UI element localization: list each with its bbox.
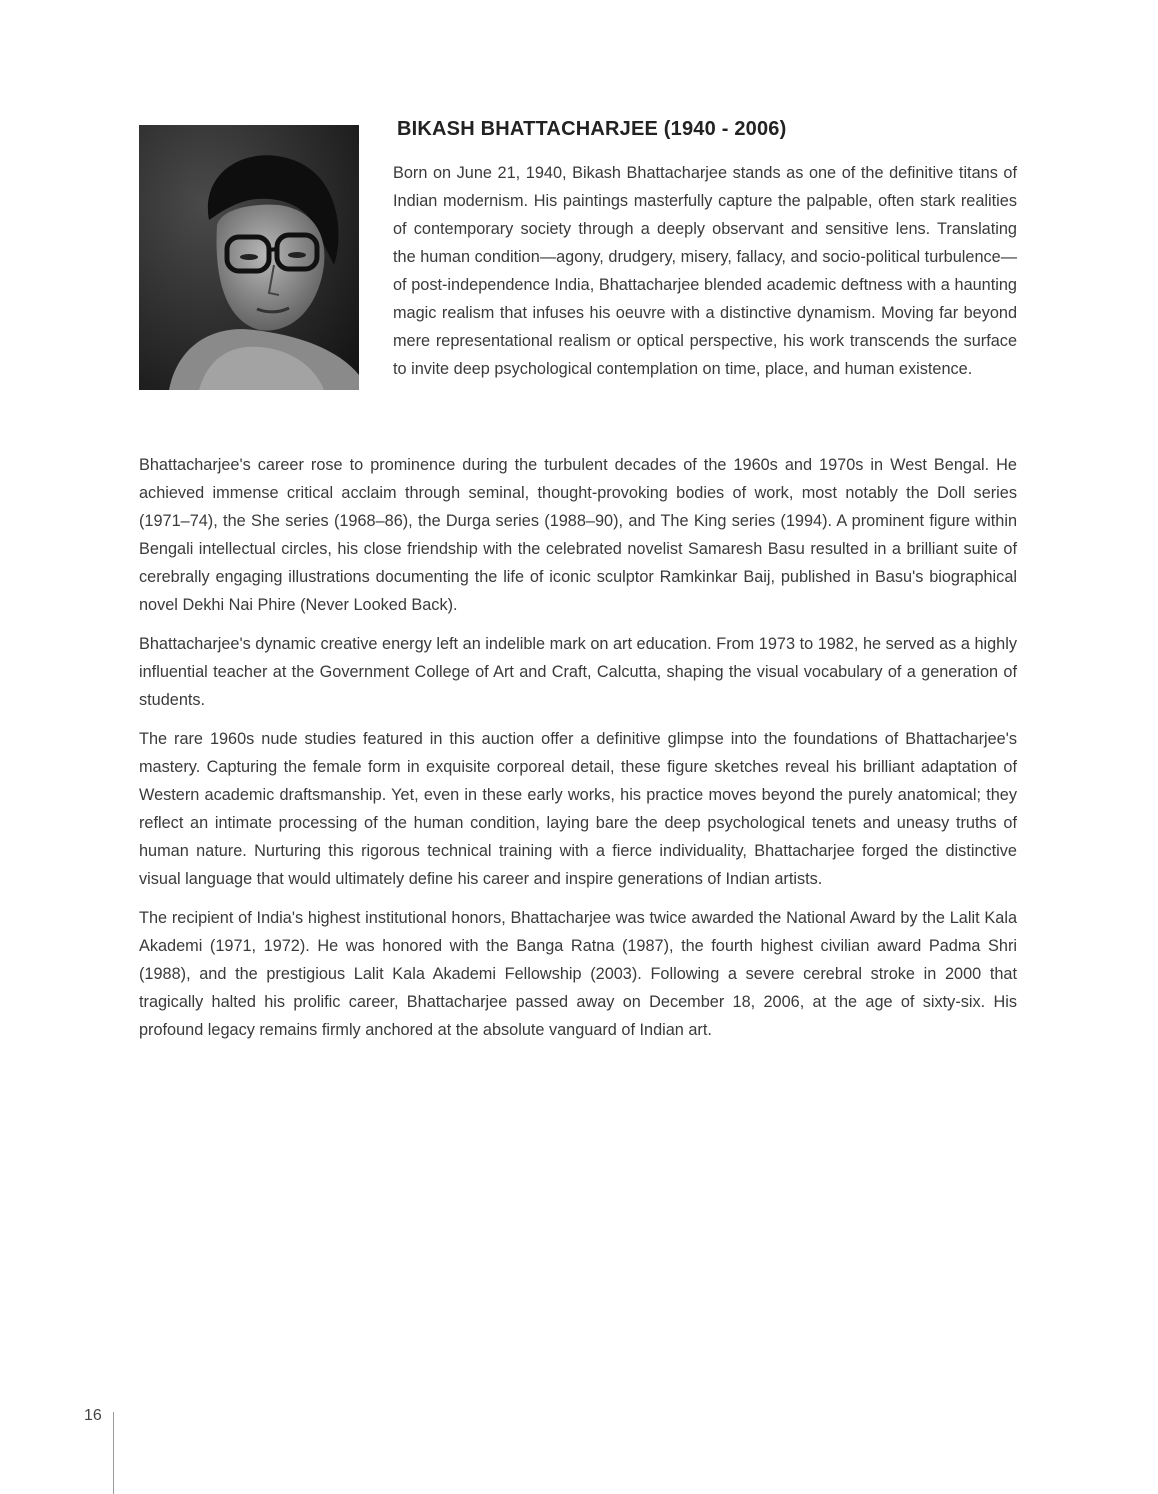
paragraph-nude-studies: The rare 1960s nude studies featured in this auction offer a definitive glimpse into the foundations of Bhattacharjee's mastery. Capturing the female form in exquisite corporeal detail, these figure sketches reveal his brilliant adaptation of Western academic draftsmanship. Yet, even in these early works, his practice moves beyond the purely anatomical; they reflect an intimate processing of the human condition, laying bare the deep psychological tenets and uneasy truths of human nature. Nurturing this rigorous technical training with a fierce individuality, Bhattacharjee forged the distinctive visual language that would ultimately define his career and inspire generations of Indian artists. (139, 730, 1017, 888)
page-title: BIKASH BHATTACHARJEE (1940 - 2006) (397, 118, 787, 140)
portrait-image (139, 125, 359, 390)
intro-paragraph: Born on June 21, 1940, Bikash Bhattacharjee stands as one of the definitive titans of Indian modernism. His paintings masterfully capture the palpable, often stark realities of contemporary society through a deeply observant and sensitive lens. Translating the human condition—agony, drudgery, misery, fallacy, and socio-political turbulence—of post-independence India, Bhattacharjee blended academic deftness with a haunting magic realism that infuses his oeuvre with a distinctive dynamism. Moving far beyond mere representational realism or optical perspective, his work transcends the surface to invite deep psychological contemplation on time, place, and human existence. (393, 164, 1017, 378)
body-text (139, 451, 1017, 1055)
paragraph-career: Bhattacharjee's career rose to prominence during the turbulent decades of the 1960s and 1970s in West Bengal. He achieved immense critical acclaim through seminal, thought-provoking bodies of work, most notably the Doll series (1971–74), the She series (1968–86), the Durga series (1988–90), and The King series (1994). A prominent figure within Bengali intellectual circles, his close friendship with the celebrated novelist Samaresh Basu resulted in a brilliant suite of cerebrally engaging illustrations documenting the life of iconic sculptor Ramkinkar Baij, published in Basu's biographical novel Dekhi Nai Phire (Never Looked Back). (139, 456, 1017, 614)
artist-portrait (139, 125, 359, 390)
paragraph-education: Bhattacharjee's dynamic creative energy left an indelible mark on art education. From 1973 to 1982, he served as a highly influential teacher at the Government College of Art and Craft, Calcutta, shaping the visual vocabulary of a generation of students. (139, 635, 1017, 709)
paragraph-honors: The recipient of India's highest institutional honors, Bhattacharjee was twice awarded the National Award by the Lalit Kala Akademi (1971, 1972). He was honored with the Banga Ratna (1987), the fourth highest civilian award Padma Shri (1988), and the prestigious Lalit Kala Akademi Fellowship (2003). Following a severe cerebral stroke in 2000 that tragically halted his prolific career, Bhattacharjee passed away on December 18, 2006, at the age of sixty-six. His profound legacy remains firmly anchored at the absolute vanguard of Indian art. (139, 909, 1017, 1039)
page-number: 16 (84, 1407, 102, 1424)
page-number-rule (113, 1412, 114, 1494)
